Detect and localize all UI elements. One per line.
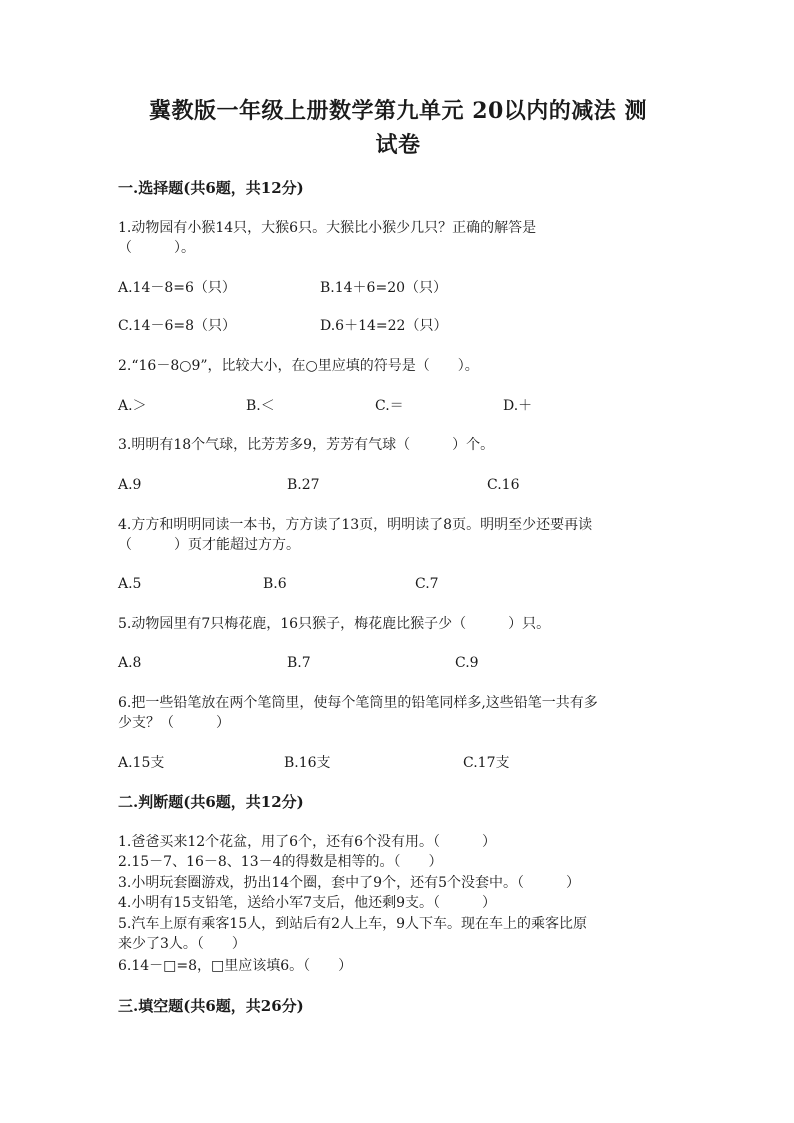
question-2-option-c: C.＝ (375, 398, 404, 414)
question-6-text: 6.把一些铅笔放在两个笔筒里，使每个笔筒里的铅笔同样多,这些铅笔一共有多 (118, 695, 598, 711)
page-title (118, 94, 678, 162)
question-2-option-a: A.＞ (118, 398, 147, 414)
title-line-1: 冀教版一年级上册数学第九单元 20以内的减法 测 (149, 98, 647, 124)
section-heading-judgment: 二.判断题(共6题，共12分) (118, 793, 304, 811)
judgment-item-2: 2.15－7、16－8、13－4的得数是相等的。（ ） (118, 854, 443, 870)
judgment-item-3: 3.小明玩套圈游戏，扔出14个圈，套中了9个，还有5个没套中。（ ） (118, 875, 580, 891)
question-2-text: 2.“16－8○9”，比较大小，在○里应填的符号是（ ）。 (118, 358, 479, 374)
question-1-text-cont: （ ）。 (118, 240, 195, 256)
question-5-option-a: A.8 (118, 655, 142, 671)
question-3-text: 3.明明有18个气球，比芳芳多9，芳芳有气球（ ）个。 (118, 437, 495, 453)
question-2-option-b: B.＜ (246, 398, 275, 414)
question-5-option-c: C.9 (455, 655, 479, 671)
judgment-item-6: 6.14－□=8，□里应该填6。（ ） (118, 958, 353, 974)
question-1-option-a: A.14－8=6（只） (118, 280, 236, 296)
judgment-item-5-cont: 来少了3人。（ ） (118, 936, 246, 952)
question-1-option-b: B.14＋6=20（只） (320, 280, 448, 296)
question-6-option-a: A.15支 (118, 755, 165, 771)
question-5-text: 5.动物园里有7只梅花鹿，16只猴子，梅花鹿比猴子少（ ）只。 (118, 616, 551, 632)
question-5-option-b: B.7 (287, 655, 311, 671)
question-6-text-cont: 少支？（ ） (118, 715, 230, 731)
question-4-option-c: C.7 (415, 576, 439, 592)
question-6-option-b: B.16支 (284, 755, 331, 771)
title-line-2: 试卷 (375, 132, 421, 158)
section-heading-choice: 一.选择题(共6题，共12分) (118, 179, 304, 197)
question-3-option-b: B.27 (287, 477, 320, 493)
judgment-item-4: 4.小明有15支铅笔，送给小军7支后，他还剩9支。（ ） (118, 895, 496, 911)
question-6-option-c: C.17支 (463, 755, 510, 771)
question-4-text: 4.方方和明明同读一本书，方方读了13页，明明读了8页。明明至少还要再读 (118, 517, 593, 533)
question-3-option-c: C.16 (487, 477, 520, 493)
question-1-option-c: C.14－6=8（只） (118, 318, 237, 334)
question-4-option-a: A.5 (118, 576, 142, 592)
question-2-option-d: D.＋ (503, 398, 533, 414)
judgment-item-1: 1.爸爸买来12个花盆，用了6个，还有6个没有用。（ ） (118, 834, 496, 850)
question-3-option-a: A.9 (118, 477, 142, 493)
question-4-option-b: B.6 (263, 576, 287, 592)
question-4-text-cont: （ ）页才能超过方方。 (118, 537, 300, 553)
question-1-option-d: D.6＋14=22（只） (320, 318, 448, 334)
section-heading-fill-in: 三.填空题(共6题，共26分) (118, 997, 304, 1015)
judgment-item-5: 5.汽车上原有乘客15人，到站后有2人上车，9人下车。现在车上的乘客比原 (118, 916, 587, 932)
question-1-text: 1.动物园有小猴14只，大猴6只。大猴比小猴少几只？正确的解答是 (118, 220, 537, 236)
